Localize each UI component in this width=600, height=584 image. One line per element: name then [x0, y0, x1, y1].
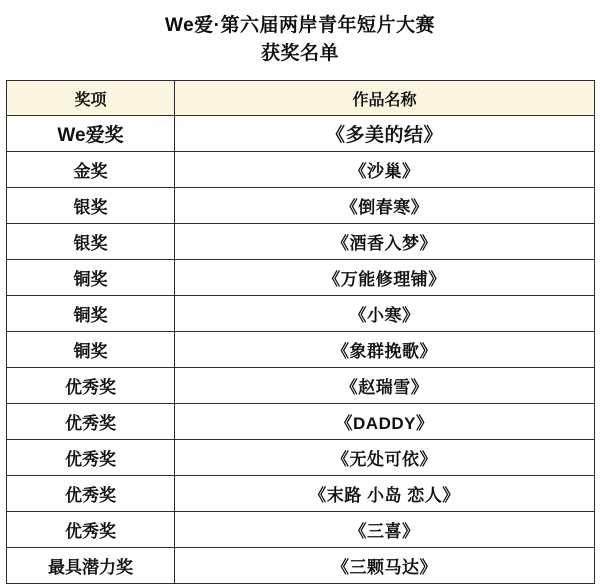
cell-award: 最具潜力奖: [7, 548, 175, 584]
cell-work: 《酒香入梦》: [175, 224, 595, 260]
cell-work: 《无处可依》: [175, 440, 595, 476]
cell-work: 《沙巢》: [175, 152, 595, 188]
table-row: [7, 224, 595, 260]
table-header-row: [7, 81, 595, 116]
table-row: [7, 476, 595, 512]
award-table-wrapper: [6, 80, 594, 584]
table-row: [7, 512, 595, 548]
cell-work: 《三颗马达》: [175, 548, 595, 584]
table-row: [7, 188, 595, 224]
cell-award: 铜奖: [7, 260, 175, 296]
cell-award: We爱奖: [7, 116, 175, 152]
cell-award: 优秀奖: [7, 512, 175, 548]
cell-award: 银奖: [7, 188, 175, 224]
cell-work: 《赵瑞雪》: [175, 368, 595, 404]
column-header-work: 作品名称: [175, 81, 595, 116]
cell-work: 《倒春寒》: [175, 188, 595, 224]
award-list-table: [6, 80, 595, 584]
table-row: [7, 368, 595, 404]
cell-work: 《万能修理铺》: [175, 260, 595, 296]
cell-work: 《象群挽歌》: [175, 332, 595, 368]
cell-award: 优秀奖: [7, 440, 175, 476]
cell-award: 铜奖: [7, 296, 175, 332]
page-title-line-1: We爱·第六届两岸青年短片大赛: [165, 15, 435, 36]
table-row: [7, 404, 595, 440]
cell-award: 铜奖: [7, 332, 175, 368]
cell-work: 《末路 小岛 恋人》: [175, 476, 595, 512]
page-title-line-2: 获奖名单: [260, 43, 339, 64]
table-row: [7, 440, 595, 476]
table-row: [7, 152, 595, 188]
cell-work: 《三喜》: [175, 512, 595, 548]
table-body: [7, 116, 595, 584]
document-title-block: [0, 0, 600, 68]
table-row: [7, 260, 595, 296]
cell-work: 《多美的结》: [175, 116, 595, 152]
cell-award: 优秀奖: [7, 368, 175, 404]
table-row: [7, 116, 595, 152]
cell-work: 《小寒》: [175, 296, 595, 332]
cell-work: 《DADDY》: [175, 404, 595, 440]
table-row: [7, 296, 595, 332]
column-header-award: 奖项: [7, 81, 175, 116]
cell-award: 金奖: [7, 152, 175, 188]
cell-award: 优秀奖: [7, 404, 175, 440]
table-row: [7, 548, 595, 584]
cell-award: 优秀奖: [7, 476, 175, 512]
table-header: [7, 81, 595, 116]
table-row: [7, 332, 595, 368]
cell-award: 银奖: [7, 224, 175, 260]
